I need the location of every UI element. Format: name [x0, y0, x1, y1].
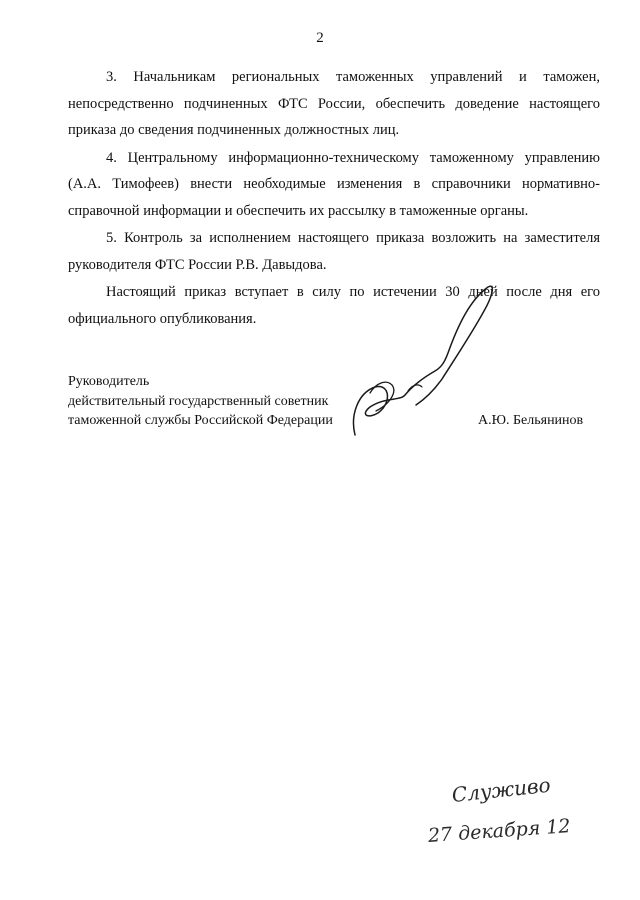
signatory-title-line-1: Руководитель [68, 374, 150, 389]
signatory-title-line-2: действительный государственный советник [68, 393, 329, 409]
paragraph-4: 4. Центральному информационно-техническому таможенному управлению (А.А. Тимофеев) внести необходимые изменения в справочники нормативно-справочной информации и обеспечить их рассылку в таможенные органы. [68, 149, 600, 219]
handwritten-note-line-2: 27 декабря 12 [427, 815, 572, 848]
handwritten-note [410, 772, 610, 855]
handwritten-note-line-1: Служиво [450, 772, 552, 807]
effective-date-paragraph: Настоящий приказ вступает в силу по истечении 30 дней после дня его официального опубликования. [68, 284, 600, 327]
paragraph-5: 5. Контроль за исполнением настоящего приказа возложить на заместителя руководителя ФТС России Р.В. Давыдова. [68, 230, 600, 273]
signatory-title-block [68, 372, 333, 431]
page-number: 2 [316, 30, 324, 46]
signer-name: А.Ю. Бельянинов [478, 413, 584, 428]
signatory-title-line-3: таможенной службы Российской Федерации [68, 413, 333, 428]
handwritten-signature [330, 275, 510, 450]
paragraph-3: 3. Начальникам региональных таможенных управлений и таможен, непосредственно подчиненных ФТС России, обеспечить доведение настоящего приказа до сведения подчиненных должностных лиц. [68, 69, 600, 138]
